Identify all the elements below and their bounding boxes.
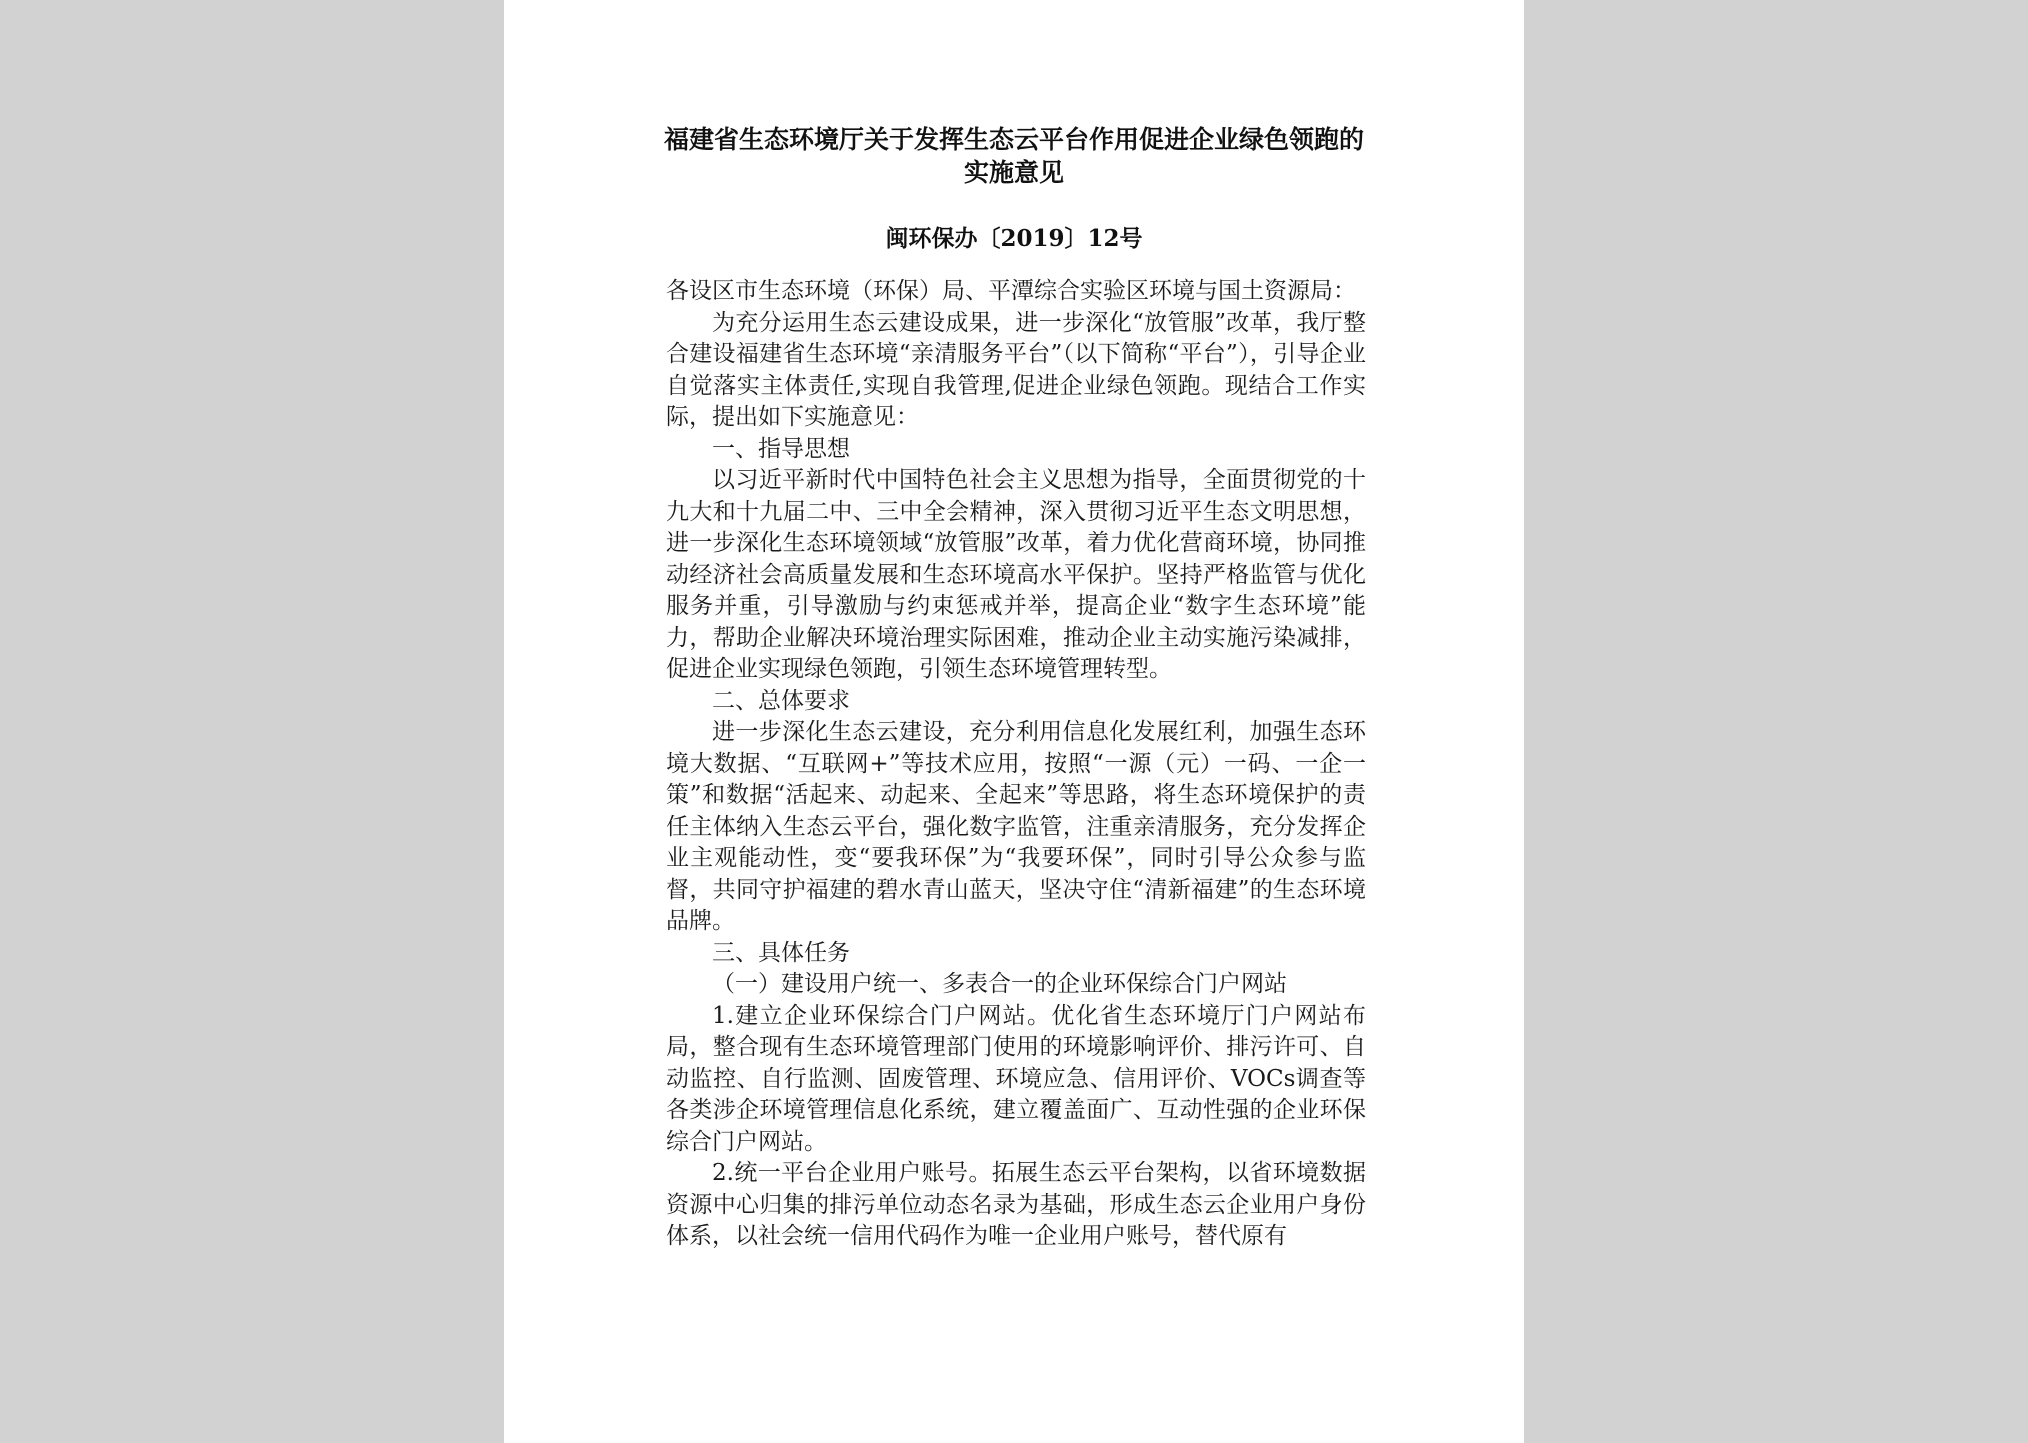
section-heading-1: 一、指导思想: [712, 435, 850, 462]
intro-paragraph: 为充分运用生态云建设成果，进一步深化“放管服”改革，我厅整合建设福建省生态环境“亲清服务平台”（以下简称“平台”），引导企业自觉落实主体责任,实现自我管理,促进企业绿色领跑。现结合工作实际，提出如下实施意见：: [666, 309, 1366, 430]
document-number: 闽环保办〔2019〕12号: [885, 225, 1143, 252]
item-paragraph-2: 2.统一平台企业用户账号。拓展生态云平台架构，以省环境数据资源中心归集的排污单位动态名录为基础，形成生态云企业用户身份体系，以社会统一信用代码作为唯一企业用户账号，替代原有: [666, 1160, 1366, 1249]
addressee: 各设区市生态环境（环保）局、平潭综合实验区环境与国土资源局：: [666, 278, 1356, 304]
document-page: [504, 0, 1524, 1443]
section-paragraph-1: 以习近平新时代中国特色社会主义思想为指导，全面贯彻党的十九大和十九届二中、三中全会精神，深入贯彻习近平生态文明思想，进一步深化生态环境领域“放管服”改革，着力优化营商环境，协同推动经济社会高质量发展和生态环境高水平保护。坚持严格监管与优化服务并重，引导激励与约束惩戒并举，提高企业“数字生态环境”能力，帮助企业解决环境治理实际困难，推动企业主动实施污染减排，促进企业实现绿色领跑，引领生态环境管理转型。: [666, 467, 1366, 682]
document-title: 福建省生态环境厅关于发挥生态云平台作用促进企业绿色领跑的实施意见: [664, 125, 1365, 187]
section-heading-2: 二、总体要求: [712, 687, 850, 714]
section-paragraph-2: 进一步深化生态云建设，充分利用信息化发展红利，加强生态环境大数据、“互联网+”等技术应用，按照“一源（元）一码、一企一策”和数据“活起来、动起来、全起来”等思路，将生态环境保护的责任主体纳入生态云平台，强化数字监管，注重亲清服务，充分发挥企业主观能动性，变“要我环保”为“我要环保”，同时引导公众参与监督，共同守护福建的碧水青山蓝天，坚决守住“清新福建”的生态环境品牌。: [666, 719, 1366, 934]
document-body: [666, 276, 1366, 1253]
section-heading-3: 三、具体任务: [712, 939, 850, 966]
subsection-heading-1: （一）建设用户统一、多表合一的企业环保综合门户网站: [712, 971, 1287, 997]
item-paragraph-1: 1.建立企业环保综合门户网站。优化省生态环境厅门户网站布局，整合现有生态环境管理部门使用的环境影响评价、排污许可、自动监控、自行监测、固废管理、环境应急、信用评价、VOCs调查等各类涉企环境管理信息化系统，建立覆盖面广、互动性强的企业环保综合门户网站。: [666, 1002, 1366, 1155]
